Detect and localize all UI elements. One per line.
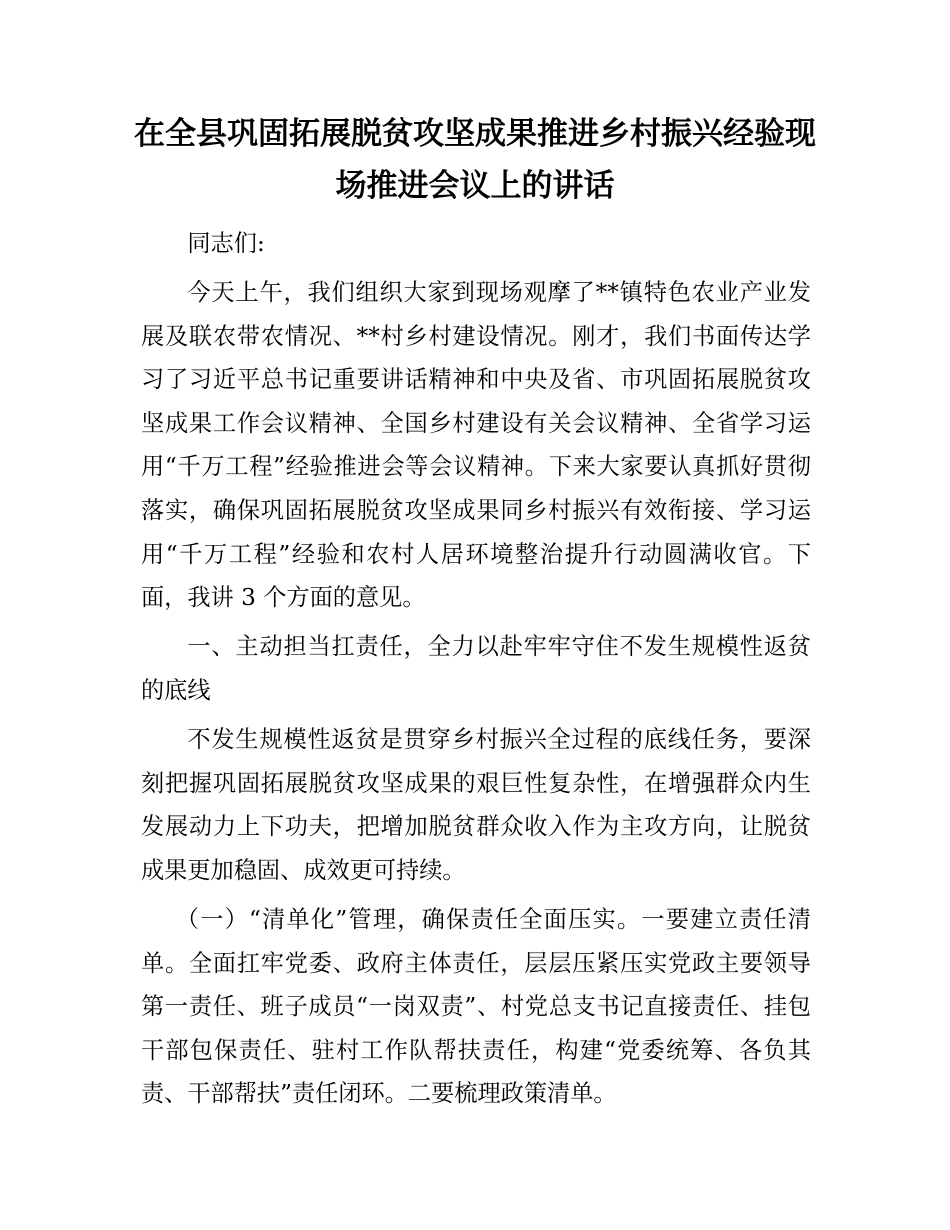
document-title: 在全县巩固拓展脱贫攻坚成果推进乡村振兴经验现场推进会议上的讲话 [134, 116, 816, 204]
intro-paragraph: 今天上午，我们组织大家到现场观摩了**镇特色农业产业发展及联农带农情况、**村乡村建设情况。刚才，我们书面传达学习了习近平总书记重要讲话精神和中央及省、市巩固拓展脱贫攻坚成果工作会议精神、全国乡村建设有关会议精神、全省学习运用“千万工程”经验推进会等会议精神。下来大家要认真抓好贯彻落实，确保巩固拓展脱贫攻坚成果同乡村振兴有效衔接、学习运用“千万工程”经验和农村人居环境整治提升行动圆满收官。下面，我讲 3 个方面的意见。 [141, 279, 811, 612]
section-heading-1: 一、主动担当扛责任，全力以赴牢牢守住不发生规模性返贫的底线 [141, 633, 811, 704]
salutation: 同志们: [187, 230, 265, 257]
document-body [141, 222, 811, 1121]
section-1-paragraph: 不发生规模性返贫是贯穿乡村振兴全过程的底线任务，要深刻把握巩固拓展脱贫攻坚成果的艰巨性复杂性，在增强群众内生发展动力上下功夫，把增加脱贫群众收入作为主攻方向，让脱贫成果更加稳固、成效更可持续。 [141, 726, 811, 884]
subsection-1-paragraph: （一）“清单化”管理，确保责任全面压实。一要建立责任清单。全面扛牢党委、政府主体责任，层层压紧压实党政主要领导第一责任、班子成员“一岗双责”、村党总支书记直接责任、挂包干部包保责任、驻村工作队帮扶责任，构建“党委统筹、各负其责、干部帮扶”责任闭环。二要梳理政策清单。 [141, 905, 811, 1108]
